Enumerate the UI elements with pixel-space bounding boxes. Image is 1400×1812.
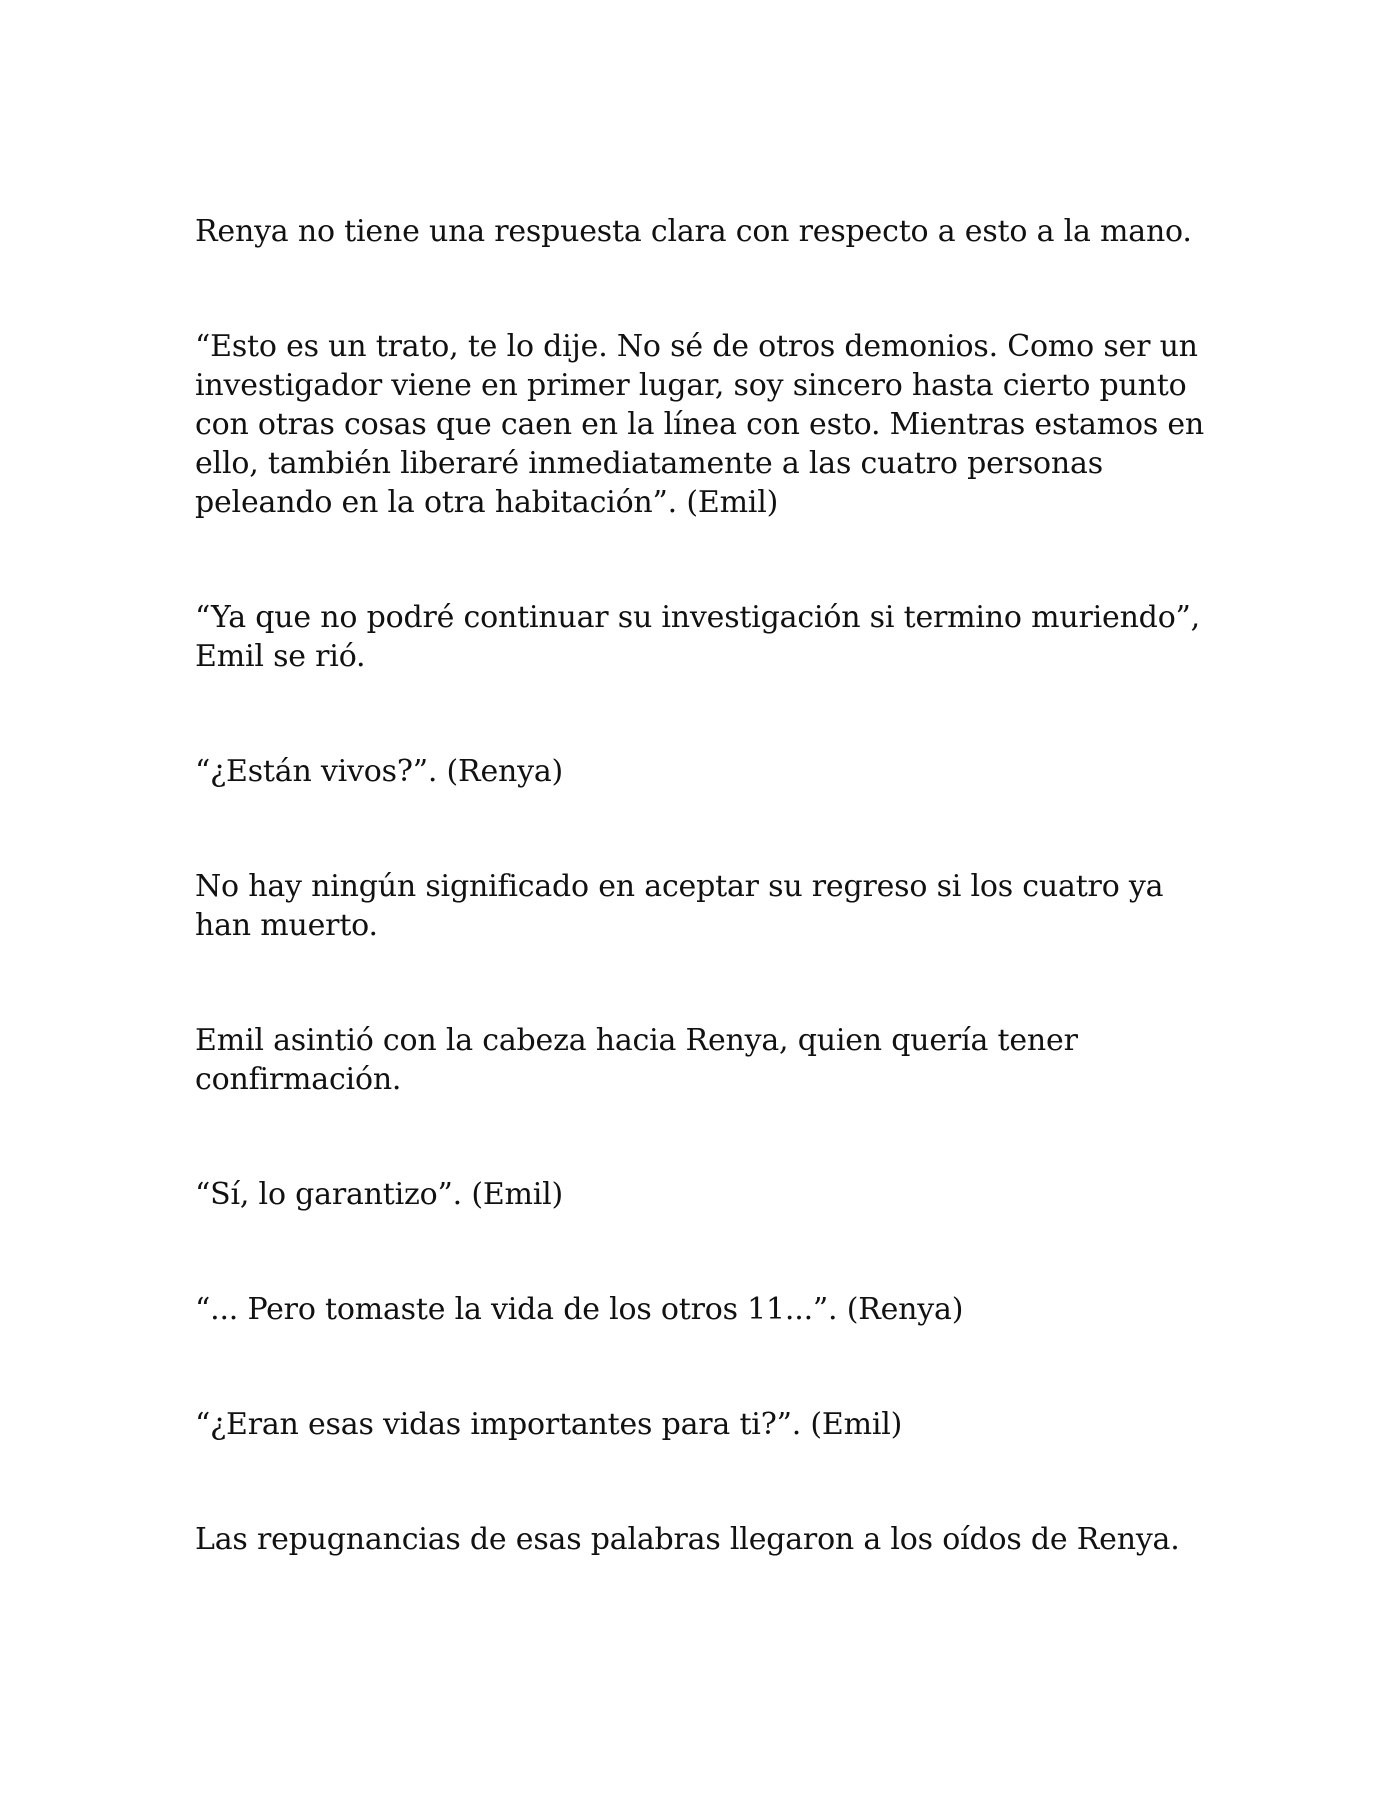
paragraph: “Esto es un trato, te lo dije. No sé de otros demonios. Como ser un investigador viene en primer lugar, soy sincero hasta cierto punto con otras cosas que caen en la línea con esto. Mientras estamos en ello, también liberaré inmediatamente a las cuatro personas peleando en la otra habitación”. (Emil) [195,329,1205,520]
paragraph: “... Pero tomaste la vida de los otros 11...”. (Renya) [195,1292,964,1327]
paragraph: “¿Están vivos?”. (Renya) [195,754,564,789]
paragraph: No hay ningún significado en aceptar su regreso si los cuatro ya han muerto. [195,869,1164,943]
paragraph: “Sí, lo garantizo”. (Emil) [195,1177,564,1212]
paragraph: “Ya que no podré continuar su investigación si termino muriendo”, Emil se rió. [195,600,1201,674]
document-body [195,212,1205,1559]
paragraph: Las repugnancias de esas palabras llegaron a los oídos de Renya. [195,1522,1180,1557]
paragraph: Renya no tiene una respuesta clara con respecto a esto a la mano. [195,214,1192,249]
paragraph: Emil asintió con la cabeza hacia Renya, quien quería tener confirmación. [195,1023,1078,1097]
paragraph: “¿Eran esas vidas importantes para ti?”. (Emil) [195,1407,903,1442]
